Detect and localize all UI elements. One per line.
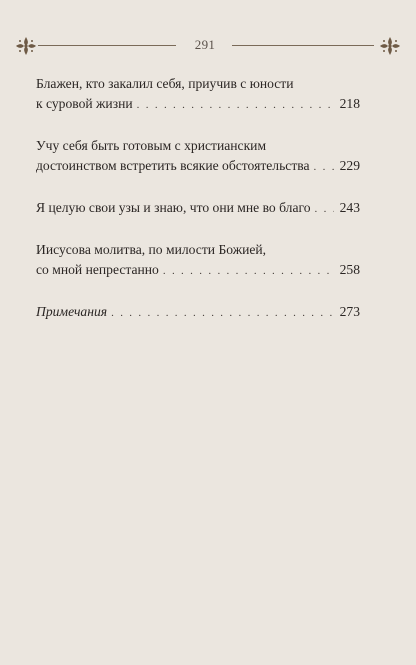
toc-entry-line: Иисусова молитва, по милости Божией, — [36, 242, 267, 257]
dot-leader — [314, 157, 334, 177]
fleur-ornament-icon — [14, 36, 38, 56]
toc-entry-last-line — [36, 94, 360, 115]
toc-entry-title: Я целую свои узы и знаю, что они мне во благо — [36, 200, 311, 215]
toc-entry-line: Блажен, кто закалил себя, приучив с юности — [36, 76, 294, 91]
toc-entry-title: к суровой жизни — [36, 96, 133, 111]
dot-leader — [163, 261, 334, 281]
toc-page-number: 218 — [339, 96, 360, 111]
toc-entry — [36, 136, 360, 177]
header-rule-right — [232, 45, 374, 46]
toc-entry-last-line — [36, 302, 360, 323]
dot-leader — [137, 95, 334, 115]
toc-entry — [36, 198, 360, 219]
toc-entry — [36, 74, 360, 115]
toc-page-number: 229 — [339, 158, 360, 173]
toc-entry-title: Примечания — [36, 304, 108, 319]
running-header — [14, 34, 402, 58]
fleur-ornament-icon — [378, 36, 402, 56]
page-number: 291 — [194, 37, 216, 52]
header-rule-left — [38, 45, 176, 46]
toc-entry-last-line — [36, 156, 360, 177]
toc-entry-last-line — [36, 198, 360, 219]
table-of-contents — [36, 74, 360, 344]
toc-entry-line: Учу себя быть готовым с христианским — [36, 138, 267, 153]
dot-leader — [315, 199, 334, 219]
toc-page-number: 273 — [339, 304, 360, 319]
toc-entry-notes — [36, 302, 360, 323]
toc-page-number: 258 — [339, 262, 360, 277]
toc-entry-last-line — [36, 260, 360, 281]
toc-entry-title: достоинством встретить всякие обстоятельства — [36, 158, 310, 173]
toc-entry — [36, 240, 360, 281]
dot-leader — [111, 303, 334, 323]
toc-page-number: 243 — [339, 200, 360, 215]
toc-entry-title: со мной непрестанно — [36, 262, 159, 277]
